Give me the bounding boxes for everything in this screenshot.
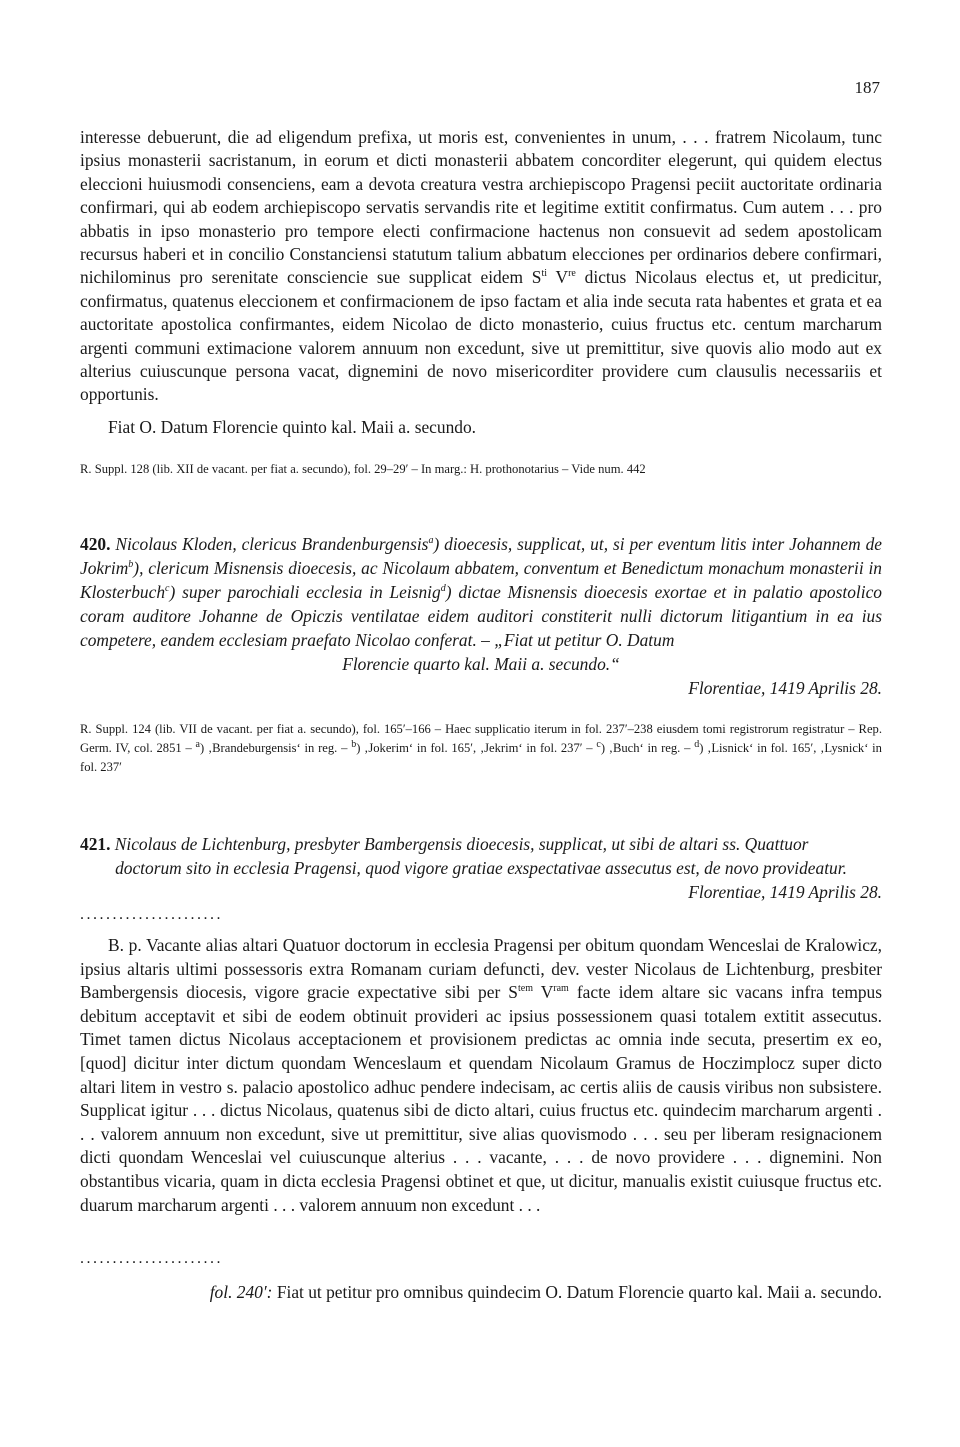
page-number: 187 [854,78,880,97]
body-text: V [532,982,554,1003]
regest-text: ), clericum Misnensis dioecesis, ac Nicolaum abbatem, conventum et Benedictum monachum monasterii in Klosterbuch [80,558,882,602]
regest-center-line: Florencie quarto kal. Maii a. secundo.“ [342,654,620,674]
paragraph-text: interesse debuerunt, die ad eligendum prefixa, ut moris est, convenientes in unum, . . . fratrem Nicolaum, tunc ipsius monasterii sacristanum, in eorum et dicti monasterii abbatem concorditer elegerunt, qui quidem electus eleccioni huiusmodi consenciens, eam a devota creatura vestra archiepiscopo Pragensi peciit auctoritate ordinaria confirmari, qui ab eodem archiepiscopo servatis servandis rite et legitime extitit confirmatus. [80,127,882,218]
footnote-mark: a [195,738,200,750]
omission-dots: ...................... [80,906,223,923]
fiat-line: Fiat O. Datum Florencie quinto kal. Maii a. secundo. [108,417,477,437]
footnote-mark: c [596,738,601,750]
note-text: ) ‚Buch‘ in reg. – [600,741,695,755]
superscript: re [568,268,576,280]
paragraph-text: dictus Nicolaus electus et, ut predicitur, confirmatus, quatenus eleccionem et confirmacionem de ipso factam et alia inde secuta rata habentes et grata et ea auctoritate apostolica confirmantes, eidem Nicolao de dicto monasterio, cuius fructus etc. centum marcharum argenti communi extimacione valorem annuum non excedunt, sive ut premittitur, sive quovis alio modo aut ex alterius cuiuscunque persona vacat, dignemini de novo misericorditer providere cum clausulis necessariis et opportunis. [80,267,882,405]
paragraph-text: V [547,267,569,288]
note-text: ) ‚Jokerim‘ in fol. 165′, ‚Jekrim‘ in fol. 237′ – [356,741,597,755]
body-text: facte idem altare sic vacans infra tempus debitum acceptavit et sibi de eodem obtinuit provideri ac ipsius possessionem quasi totalem extitit assecutus. Timet tamen dictus Nicolaus acceptacionem et provisionem predictas ac omnia inde secuta, presertim ex eo, [quod] dicitur inter dictum quondam Wenceslaum et quendam Nicolaum Gramus de Hoczimplocz super dicto altari litem in vestro s. palacio apostolico adhuc pendere indecisam, ac certis aliis de causis viribus non subsistere. Supplicat igitur . . . dictus Nicolaus, quatenus sibi de dicto altari, cuius fructus etc. quindecim marcharum argenti . . . valorem annuum non excedunt, sive ut premittitur, sive alias quovismodo . . . seu per liberam resignacionem dicti quondam Wenceslai vel cuiuscunque alterius . . . vacante, . . . de novo providere . . . dignemini. Non obstantibus vicaria, quam in dicta ecclesia Pragensi obtinet et que, ut dicitur, manualis existit cuiusque fructus etc. duarum marcharum argenti . . . valorem annuum non excedunt . . . [80,982,882,1215]
continuation-paragraph [80,126,882,407]
entry-number: 421. [80,834,111,854]
entry-date: Florentiae, 1419 Aprilis 28. [688,882,882,902]
entry-number: 420. [80,534,111,554]
note-text: R. Suppl. 124 (lib. VII de vacant. per fiat a. secundo), fol. 165′–166 – Haec supplicatio iterum in fol. 237′–238 eiusdem tomi registrorum registratur – Rep. Germ. IV, col. 2851 – [80,722,882,755]
regest-text: ) dioecesis, supplicat, ut, si per eventum litis inter Johannem de Jokrim [80,534,882,578]
fiat-text: Fiat ut petitur pro omnibus quindecim O. Datum Florencie quarto kal. Maii a. secundo. [272,1282,882,1302]
note-text: ) ‚Brandeburgensis‘ in reg. – [199,741,352,755]
paragraph-text: Cum autem . . . pro abbatis in ipso monasterio pro tempore electi confirmacione hactenus non consuevit ad sedem apostolicam recursus haberi et in concilio Constanciensi statutum talium abbatum elecciones per ordinarios debere confirmari, nichilominus pro serenitate consciencie sue supplicat eidem S [80,197,882,288]
footnote-mark: b [351,738,357,750]
archival-note [80,720,882,777]
footnote-mark: d [440,583,446,595]
regest-text: Nicolaus Kloden, clericus Brandenburgensis [110,534,429,554]
archival-note: R. Suppl. 128 (lib. XII de vacant. per fiat a. secundo), fol. 29–29′ – In marg.: H. prothonotarius – Vide num. 442 [80,462,646,476]
superscript: ram [553,983,569,995]
note-text: ) ‚Lisnick‘ in fol. 165′, ‚Lysnick‘ in fol. 237′ [80,741,882,774]
entry-420-regest [80,532,882,652]
footnote-mark: b [128,559,134,571]
regest-text: ) super parochiali ecclesia in Leisnig [169,582,441,602]
footnote-mark: d [694,738,700,750]
entry-421-regest [80,832,882,856]
supplication-body [80,934,882,1217]
superscript: ti [541,268,548,280]
folio-label: fol. 240′: [209,1282,273,1302]
body-text: B. p. Vacante alias altari Quatuor doctorum in ecclesia Pragensi per obitum quondam Wenceslai de Kralowicz, ipsius altaris ultimi possessoris extra Romanam curiam defuncti, dev. vester Nicolaus de Lichtenburg, presbiter Bambergensis diocesis, vigore gracie expectative sibi per S [80,935,882,1003]
regest-text: Nicolaus de Lichtenburg, presbyter Bambergensis dioecesis, supplicat, ut sibi de altari ss. Quattuor [110,834,809,854]
superscript: tem [517,983,533,995]
footnote-mark: a [428,535,434,547]
regest-text: ) dictae Misnensis dioecesis exortae et in palatio apostolico coram auditore Johanne de Opiczis ventilatae eidem auditori constiterit nulli dictorum litigantium in ea ius competere, eandem ecclesiam praefato Nicolao conferat. – „Fiat ut petitur O. Datum [80,582,882,650]
regest-center-line: doctorum sito in ecclesia Pragensi, quod vigore gratiae exspectativae assecutus est, de novo provideatur. [115,858,847,878]
footnote-mark: c [165,583,170,595]
omission-dots: ...................... [80,1250,223,1267]
final-fiat-line [80,1280,882,1304]
entry-date: Florentiae, 1419 Aprilis 28. [688,678,882,698]
